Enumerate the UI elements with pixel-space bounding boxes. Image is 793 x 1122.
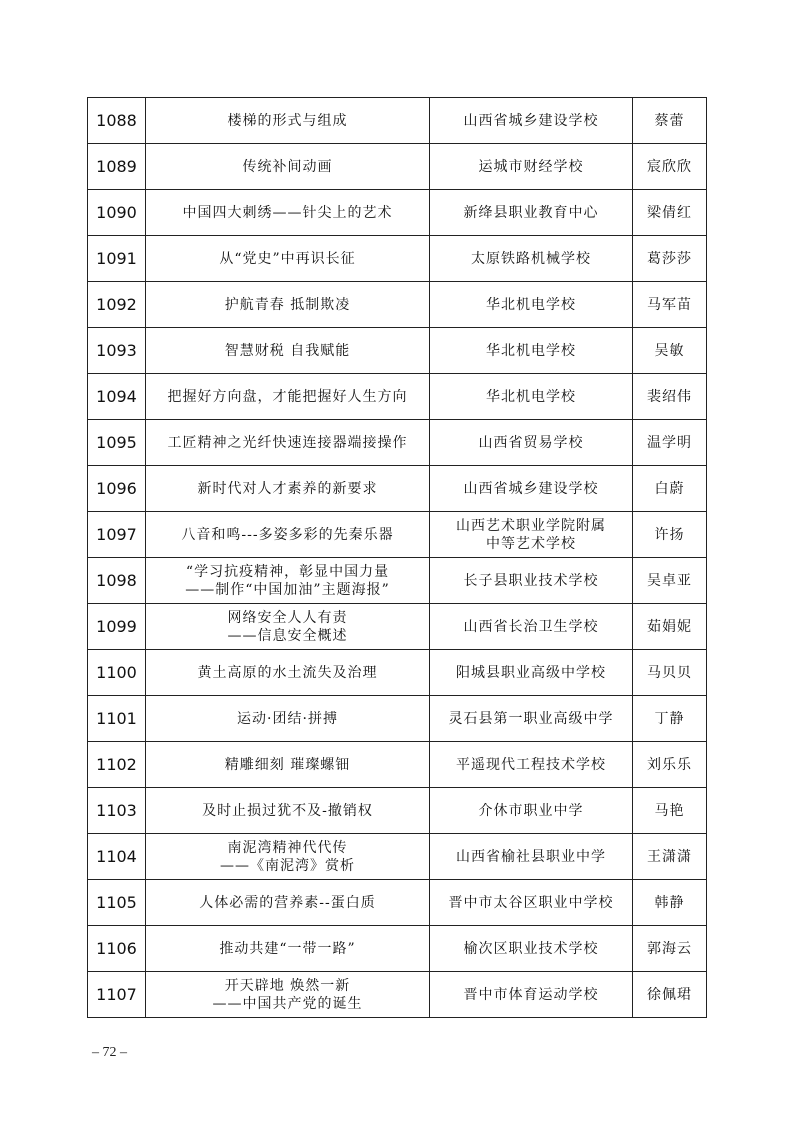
table-row	[88, 512, 707, 558]
lesson-title-line: 中国四大刺绣——针尖上的艺术	[182, 204, 393, 221]
lesson-title-line: 护航青春 抵制欺凌	[224, 296, 351, 313]
lesson-title-line: ——信息安全概述	[227, 627, 348, 644]
school-name	[430, 190, 633, 236]
teacher-name: 茹娟妮	[633, 604, 707, 650]
table-row	[88, 282, 707, 328]
teacher-name: 丁静	[633, 696, 707, 742]
entry-number: 1088	[88, 98, 146, 144]
entry-number: 1102	[88, 742, 146, 788]
entry-number: 1103	[88, 788, 146, 834]
lesson-title-line: 网络安全人人有责	[227, 609, 348, 626]
table-row	[88, 696, 707, 742]
entry-number: 1093	[88, 328, 146, 374]
teacher-name: 蔡蕾	[633, 98, 707, 144]
entry-number: 1106	[88, 926, 146, 972]
school-name-line: 太原铁路机械学校	[471, 250, 591, 267]
school-name	[430, 374, 633, 420]
teacher-name: 葛莎莎	[633, 236, 707, 282]
teacher-name: 马贝贝	[633, 650, 707, 696]
teacher-name: 裴绍伟	[633, 374, 707, 420]
teacher-name: 宸欣欣	[633, 144, 707, 190]
school-name	[430, 466, 633, 512]
teacher-name: 马军苗	[633, 282, 707, 328]
table-row	[88, 374, 707, 420]
entry-number: 1095	[88, 420, 146, 466]
school-name	[430, 328, 633, 374]
school-name	[430, 696, 633, 742]
school-name-line: 山西省长治卫生学校	[463, 618, 599, 635]
lesson-title-line: 人体必需的营养素--蛋白质	[199, 894, 376, 911]
lesson-title-line: ——《南泥湾》赏析	[220, 857, 355, 874]
school-name	[430, 742, 633, 788]
table-row	[88, 98, 707, 144]
school-name	[430, 282, 633, 328]
teacher-name: 梁倩红	[633, 190, 707, 236]
lesson-title-line: 黄土高原的水土流失及治理	[197, 664, 378, 681]
school-name-line: 山西省贸易学校	[478, 434, 584, 451]
entry-number: 1101	[88, 696, 146, 742]
school-name	[430, 788, 633, 834]
lesson-title-line: 推动共建“一带一路”	[219, 940, 356, 957]
table-row	[88, 328, 707, 374]
school-name-line: 山西省榆社县职业中学	[456, 848, 606, 865]
lesson-title-line: 传统补间动画	[242, 158, 333, 175]
school-name-line: 华北机电学校	[486, 342, 576, 359]
table-row	[88, 236, 707, 282]
school-name-line: 运城市财经学校	[478, 158, 584, 175]
lesson-title-line: 工匠精神之光纤快速连接器端接操作	[167, 434, 408, 451]
teacher-name: 刘乐乐	[633, 742, 707, 788]
school-name-line: 晋中市体育运动学校	[463, 986, 599, 1003]
entry-number: 1091	[88, 236, 146, 282]
lesson-title	[146, 926, 430, 972]
lesson-title	[146, 696, 430, 742]
school-name	[430, 834, 633, 880]
lesson-title	[146, 880, 430, 926]
lesson-title-line: 从“党史”中再识长征	[219, 250, 356, 267]
lesson-title	[146, 282, 430, 328]
teacher-name: 吴卓亚	[633, 558, 707, 604]
table-row	[88, 834, 707, 880]
lesson-title	[146, 558, 430, 604]
table-row	[88, 788, 707, 834]
school-name-line: 晋中市太谷区职业中学校	[448, 894, 614, 911]
lesson-title-line: 八音和鸣---多姿多彩的先秦乐器	[181, 526, 394, 543]
lesson-title	[146, 834, 430, 880]
entry-number: 1104	[88, 834, 146, 880]
school-name-line: 介休市职业中学	[478, 802, 584, 819]
entry-number: 1107	[88, 972, 146, 1018]
teacher-name: 韩静	[633, 880, 707, 926]
entry-number: 1094	[88, 374, 146, 420]
school-name-line: 山西省城乡建设学校	[463, 112, 599, 129]
lesson-title-line: 把握好方向盘，才能把握好人生方向	[167, 388, 408, 405]
lesson-title-line: 南泥湾精神代代传	[227, 839, 348, 856]
entry-number: 1097	[88, 512, 146, 558]
school-name	[430, 236, 633, 282]
entry-number: 1098	[88, 558, 146, 604]
school-name-line: 华北机电学校	[486, 388, 576, 405]
table-row	[88, 926, 707, 972]
teacher-name: 吴敏	[633, 328, 707, 374]
school-name	[430, 144, 633, 190]
lesson-title	[146, 742, 430, 788]
school-name-line: 山西艺术职业学院附属	[456, 517, 606, 534]
school-name	[430, 650, 633, 696]
teacher-name: 徐佩珺	[633, 972, 707, 1018]
lesson-title-line: 运动·团结·拼搏	[237, 710, 338, 727]
lesson-title-line: ——制作“中国加油”主题海报”	[185, 581, 390, 598]
school-name	[430, 972, 633, 1018]
school-name	[430, 98, 633, 144]
lesson-title-line: 精雕细刻 璀璨螺钿	[224, 756, 351, 773]
school-name-line: 新绛县职业教育中心	[463, 204, 599, 221]
page-number: – 72 –	[92, 1045, 127, 1060]
table-row	[88, 604, 707, 650]
lesson-title	[146, 98, 430, 144]
lesson-title	[146, 466, 430, 512]
school-name	[430, 604, 633, 650]
lesson-title	[146, 650, 430, 696]
school-name-line: 平遥现代工程技术学校	[456, 756, 606, 773]
table-row	[88, 144, 707, 190]
school-name	[430, 926, 633, 972]
teacher-name: 马艳	[633, 788, 707, 834]
lesson-title	[146, 788, 430, 834]
lesson-title	[146, 604, 430, 650]
entry-number: 1100	[88, 650, 146, 696]
table-row	[88, 190, 707, 236]
lesson-title	[146, 190, 430, 236]
entry-number: 1096	[88, 466, 146, 512]
table-row	[88, 466, 707, 512]
lesson-title	[146, 420, 430, 466]
school-name-line: 中等艺术学校	[486, 535, 576, 552]
teacher-name: 白蔚	[633, 466, 707, 512]
lesson-title	[146, 328, 430, 374]
lesson-title-line: 开天辟地 焕然一新	[224, 977, 351, 994]
table-row	[88, 650, 707, 696]
lesson-title-line: 新时代对人才素养的新要求	[197, 480, 378, 497]
lesson-title	[146, 512, 430, 558]
school-name	[430, 512, 633, 558]
teacher-name: 许扬	[633, 512, 707, 558]
school-name-line: 灵石县第一职业高级中学	[448, 710, 614, 727]
entry-number: 1089	[88, 144, 146, 190]
table-body	[88, 98, 707, 1018]
school-name-line: 榆次区职业技术学校	[463, 940, 599, 957]
table-row	[88, 742, 707, 788]
school-name-line: 阳城县职业高级中学校	[456, 664, 606, 681]
entry-number: 1090	[88, 190, 146, 236]
lesson-title	[146, 236, 430, 282]
teacher-name: 王潇潇	[633, 834, 707, 880]
lesson-title	[146, 972, 430, 1018]
lesson-title-line: 智慧财税 自我赋能	[224, 342, 351, 359]
lesson-title	[146, 374, 430, 420]
school-name-line: 华北机电学校	[486, 296, 576, 313]
entry-number: 1092	[88, 282, 146, 328]
school-name	[430, 880, 633, 926]
entry-number: 1105	[88, 880, 146, 926]
lesson-title-line: 及时止损过犹不及-撤销权	[202, 802, 373, 819]
lesson-title-line: 楼梯的形式与组成	[227, 112, 348, 129]
teacher-name: 温学明	[633, 420, 707, 466]
school-name	[430, 558, 633, 604]
school-name-line: 长子县职业技术学校	[463, 572, 599, 589]
table-row	[88, 880, 707, 926]
teacher-name: 郭海云	[633, 926, 707, 972]
school-name	[430, 420, 633, 466]
table-row	[88, 558, 707, 604]
lesson-title-line: ——中国共产党的诞生	[212, 995, 363, 1012]
entry-number: 1099	[88, 604, 146, 650]
school-name-line: 山西省城乡建设学校	[463, 480, 599, 497]
award-list-table	[87, 97, 707, 1018]
table-row	[88, 420, 707, 466]
table-row	[88, 972, 707, 1018]
lesson-title-line: “学习抗疫精神，彰显中国力量	[185, 563, 390, 580]
lesson-title	[146, 144, 430, 190]
